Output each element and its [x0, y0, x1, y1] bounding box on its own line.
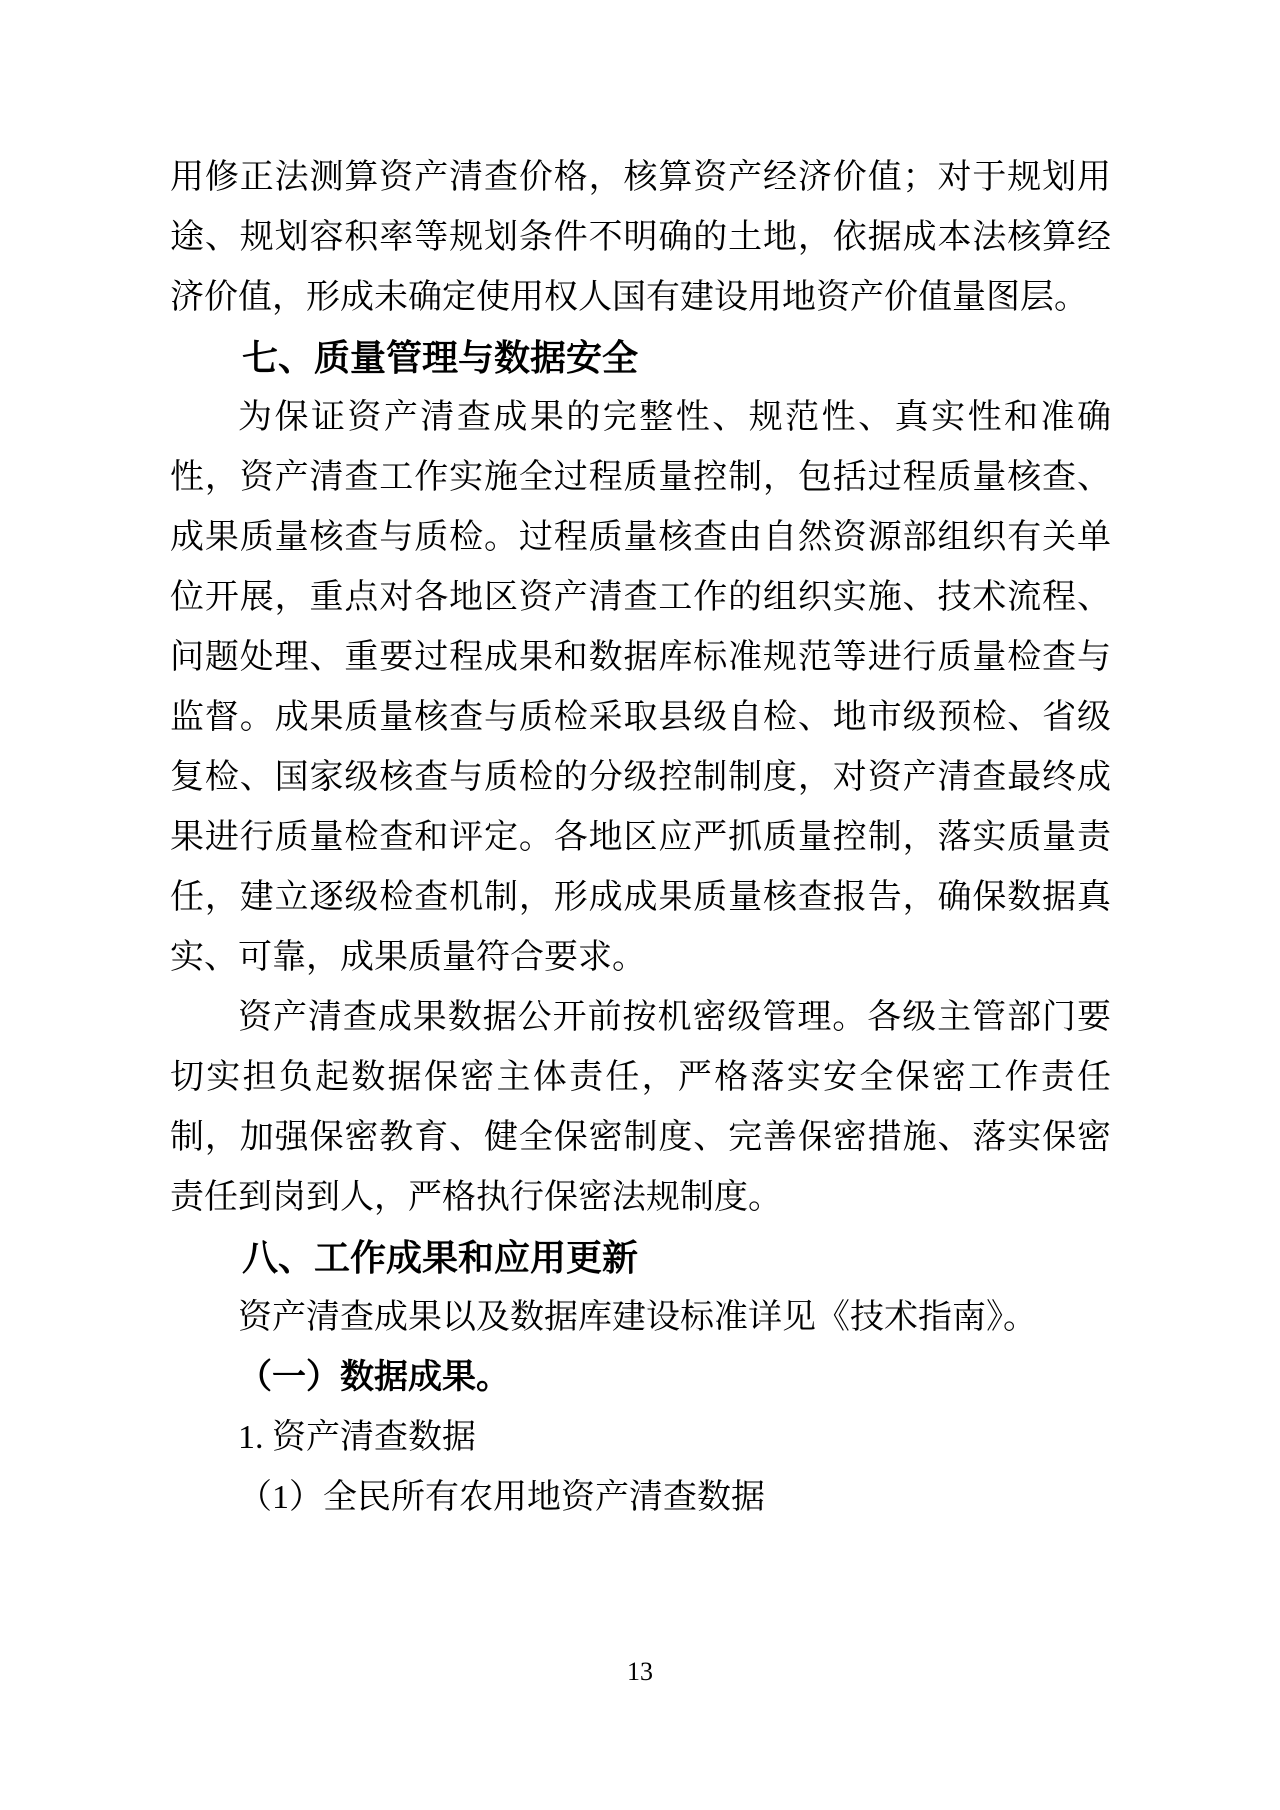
section-heading-7-quality-and-data-security: 七、质量管理与数据安全: [242, 337, 639, 378]
sub-heading-data-results: （一）数据成果。: [238, 1359, 510, 1396]
document-body: [170, 148, 1111, 1528]
paragraph-results-intro: 资产清查成果以及数据库建设标准详见《技术指南》。: [238, 1299, 1037, 1336]
paragraph-data-security: 资产清查成果数据公开前按机密级管理。各级主管部门要切实担负起数据保密主体责任，严格落实安全保密工作责任制，加强保密教育、健全保密制度、完善保密措施、落实保密责任到岗到人，严格执行保密法规制度。: [170, 999, 1111, 1216]
paragraph-quality-control: 为保证资产清查成果的完整性、规范性、真实性和准确性，资产清查工作实施全过程质量控制，包括过程质量核查、成果质量核查与质检。过程质量核查由自然资源部组织有关单位开展，重点对各地区资产清查工作的组织实施、技术流程、问题处理、重要过程成果和数据库标准规范等进行质量检查与监督。成果质量核查与质检采取县级自检、地市级预检、省级复检、国家级核查与质检的分级控制制度，对资产清查最终成果进行质量检查和评定。各地区应严抓质量控制，落实质量责任，建立逐级检查机制，形成成果质量核查报告，确保数据真实、可靠，成果质量符合要求。: [170, 399, 1111, 976]
page-number: 13: [627, 1657, 653, 1686]
list-item-state-owned-farmland-data: （1）全民所有农用地资产清查数据: [238, 1479, 765, 1516]
list-item-asset-inventory-data: 1. 资产清查数据: [238, 1419, 476, 1456]
paragraph-continuation-valuation: 用修正法测算资产清查价格，核算资产经济价值；对于规划用途、规划容积率等规划条件不明确的土地，依据成本法核算经济价值，形成未确定使用权人国有建设用地资产价值量图层。: [170, 159, 1111, 316]
section-heading-8-work-results-and-updates: 八、工作成果和应用更新: [242, 1237, 639, 1278]
